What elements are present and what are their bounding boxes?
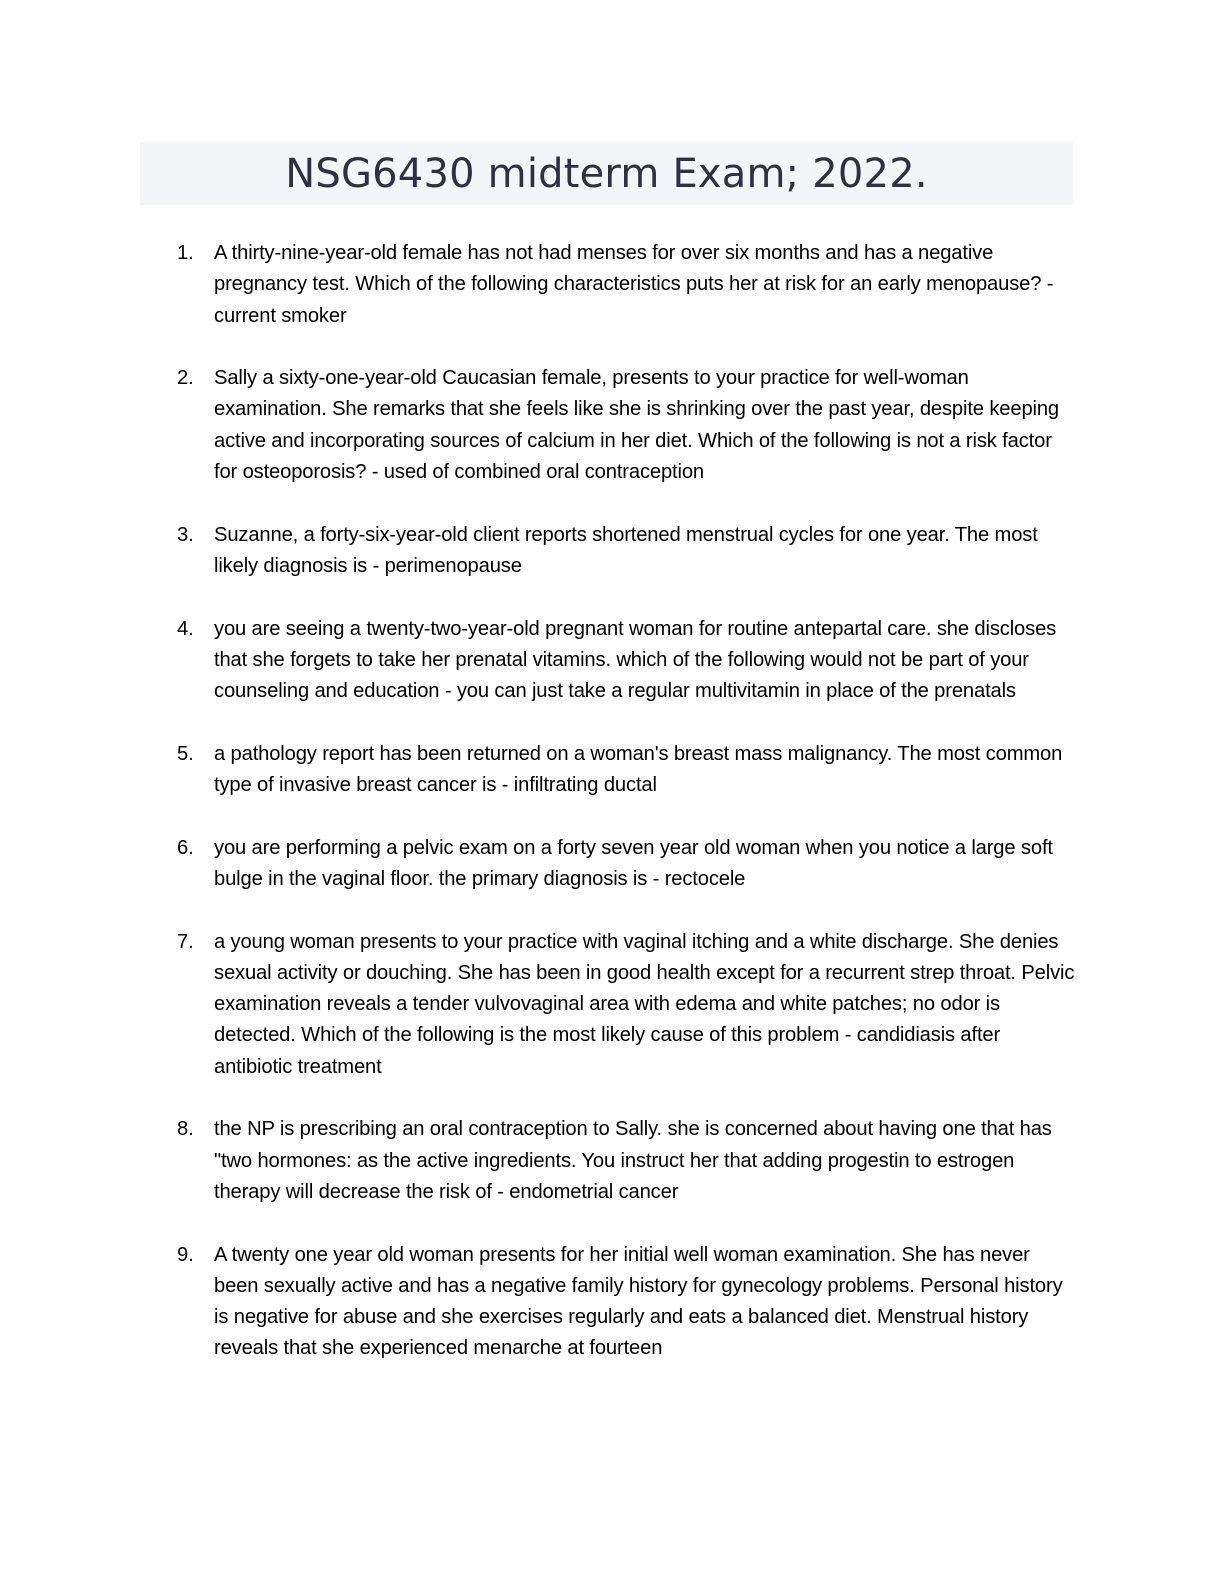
question-item [177,927,1077,1083]
question-number: 8. [177,1118,194,1141]
question-text: Sally a sixty-one-year-old Caucasian female, presents to your practice for well-woman examination. She remarks that she feels like she is shrinking over the past year, despite keeping active and incorporating sources of calcium in her diet. Which of the following is not a risk factor for osteoporosis? - used of combined oral contraception [214,367,1060,484]
question-text: a young woman presents to your practice with vaginal itching and a white discharge. She denies sexual activity or douching. She has been in good health except for a recurrent strep throat. Pelvic examination reveals a tender vulvovaginal area with edema and white patches; no odor is detected. Which of the following is the most likely cause of this problem - candidiasis after antibiotic treatment [214,930,1075,1078]
question-item [177,363,1077,488]
document-title: NSG6430 midterm Exam; 2022. [285,151,928,197]
question-number: 9. [177,1243,194,1266]
question-item [177,238,1077,332]
question-number: 4. [177,617,194,640]
question-item [177,614,1077,708]
question-item [177,739,1077,802]
question-item [177,833,1077,896]
question-item [177,1240,1077,1365]
question-number: 7. [177,930,194,953]
title-band [140,142,1073,205]
question-text: you are performing a pelvic exam on a forty seven year old woman when you notice a large soft bulge in the vaginal floor. the primary diagnosis is - rectocele [214,836,1053,890]
question-number: 5. [177,742,194,765]
question-item [177,1114,1077,1208]
question-number: 2. [177,367,194,390]
question-text: you are seeing a twenty-two-year-old pregnant woman for routine antepartal care. she discloses that she forgets to take her prenatal vitamins. which of the following would not be part of your counseling and education - you can just take a regular multivitamin in place of the prenatals [214,617,1057,703]
question-list [177,238,1077,1396]
question-item [177,520,1077,583]
question-text: A twenty one year old woman presents for her initial well woman examination. She has never been sexually active and has a negative family history for gynecology problems. Personal history is negative for abuse and she exercises regularly and eats a balanced diet. Menstrual history reveals that she experienced menarche at fourteen [214,1243,1063,1360]
question-number: 3. [177,523,194,546]
question-text: a pathology report has been returned on a woman's breast mass malignancy. The most common type of invasive breast cancer is - infiltrating ductal [214,742,1063,797]
question-text: the NP is prescribing an oral contraception to Sally. she is concerned about having one that has "two hormones: as the active ingredients. You instruct her that adding progestin to estrogen therapy will decrease the risk of - endometrial cancer [214,1118,1052,1203]
question-text: A thirty-nine-year-old female has not had menses for over six months and has a negative pregnancy test. Which of the following characteristics puts her at risk for an early menopause? - current smoker [214,242,1054,327]
question-number: 1. [177,242,194,264]
question-text: Suzanne, a forty-six-year-old client reports shortened menstrual cycles for one year. The most likely diagnosis is - perimenopause [214,523,1038,577]
question-number: 6. [177,836,194,859]
